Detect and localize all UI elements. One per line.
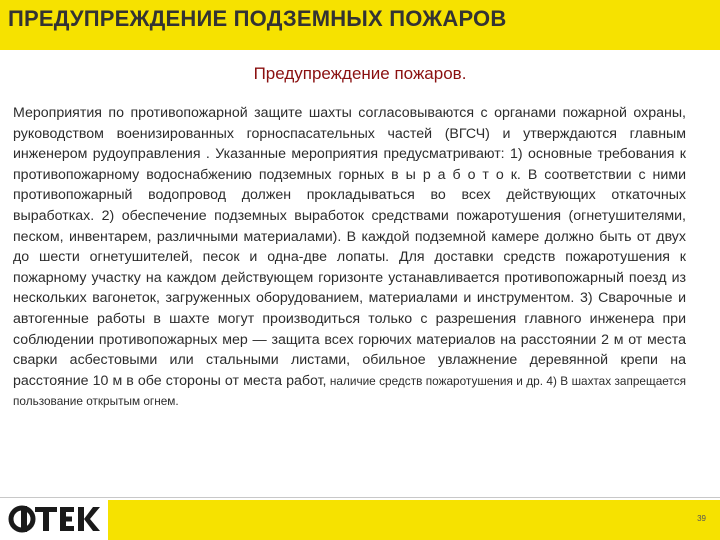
page-title: ПРЕДУПРЕЖДЕНИЕ ПОДЗЕМНЫХ ПОЖАРОВ: [8, 6, 507, 31]
footer-divider: [0, 497, 720, 498]
logo-k-arms-icon: [84, 507, 100, 531]
dtek-logo: [8, 505, 103, 533]
header-bar: [0, 0, 720, 50]
logo-t-stem-icon: [43, 507, 49, 531]
footer-bar: [108, 500, 720, 540]
body-tail-text: наличие средств пожаротушения и др. 4) В шахтах запрещается пользование открытым огнем.: [13, 373, 686, 409]
logo-e-bottom-icon: [60, 526, 74, 531]
logo-d-bar-icon: [21, 506, 27, 532]
body-paragraph: [13, 103, 686, 412]
logo-e-mid-icon: [60, 517, 72, 522]
section-subtitle: Предупреждение пожаров.: [253, 64, 467, 83]
logo-k-stem-icon: [78, 507, 84, 531]
logo-e-top-icon: [60, 507, 74, 512]
body-main-text: Мероприятия по противопожарной защите шахты согласовываются с органами пожарной охраны, руководством военизированных горноспасательных частей (ВГСЧ) и утверждаются главным инженером рудоуправления . Указанные мероприятия предусматривают: 1) основные требования к противопожарному водоснабжению подземных горных в ы р а б о т о к. В соответствии с ними противопожарный водопровод должен прокладываться во всех действующих откаточных выработках. 2) обеспечение подземных выработок средствами пожаротушения (огнетушителями, песком, инвентарем, различными материалами). В каждой подземной камере должно быть от двух до шести огнетушителей, песок и одна-две лопаты. Для доставки средств пожаротушения к пожарному участку на каждом действующем горизонте устанавливается противопожарный поезд из нескольких вагонеток, загруженных оборудованием, материалами и инструментом. 3) Сварочные и автогенные работы в шахте могут производиться только с разрешения главного инженера при соблюдении противопожарных мер — защита всех горючих материалов на расстоянии 2 м от места сварки асбестовыми или стальными листами, обильное увлажнение деревянной крепи на расстояние 10 м в обе стороны от места работ,: [13, 105, 686, 389]
page-number: 39: [697, 514, 706, 523]
